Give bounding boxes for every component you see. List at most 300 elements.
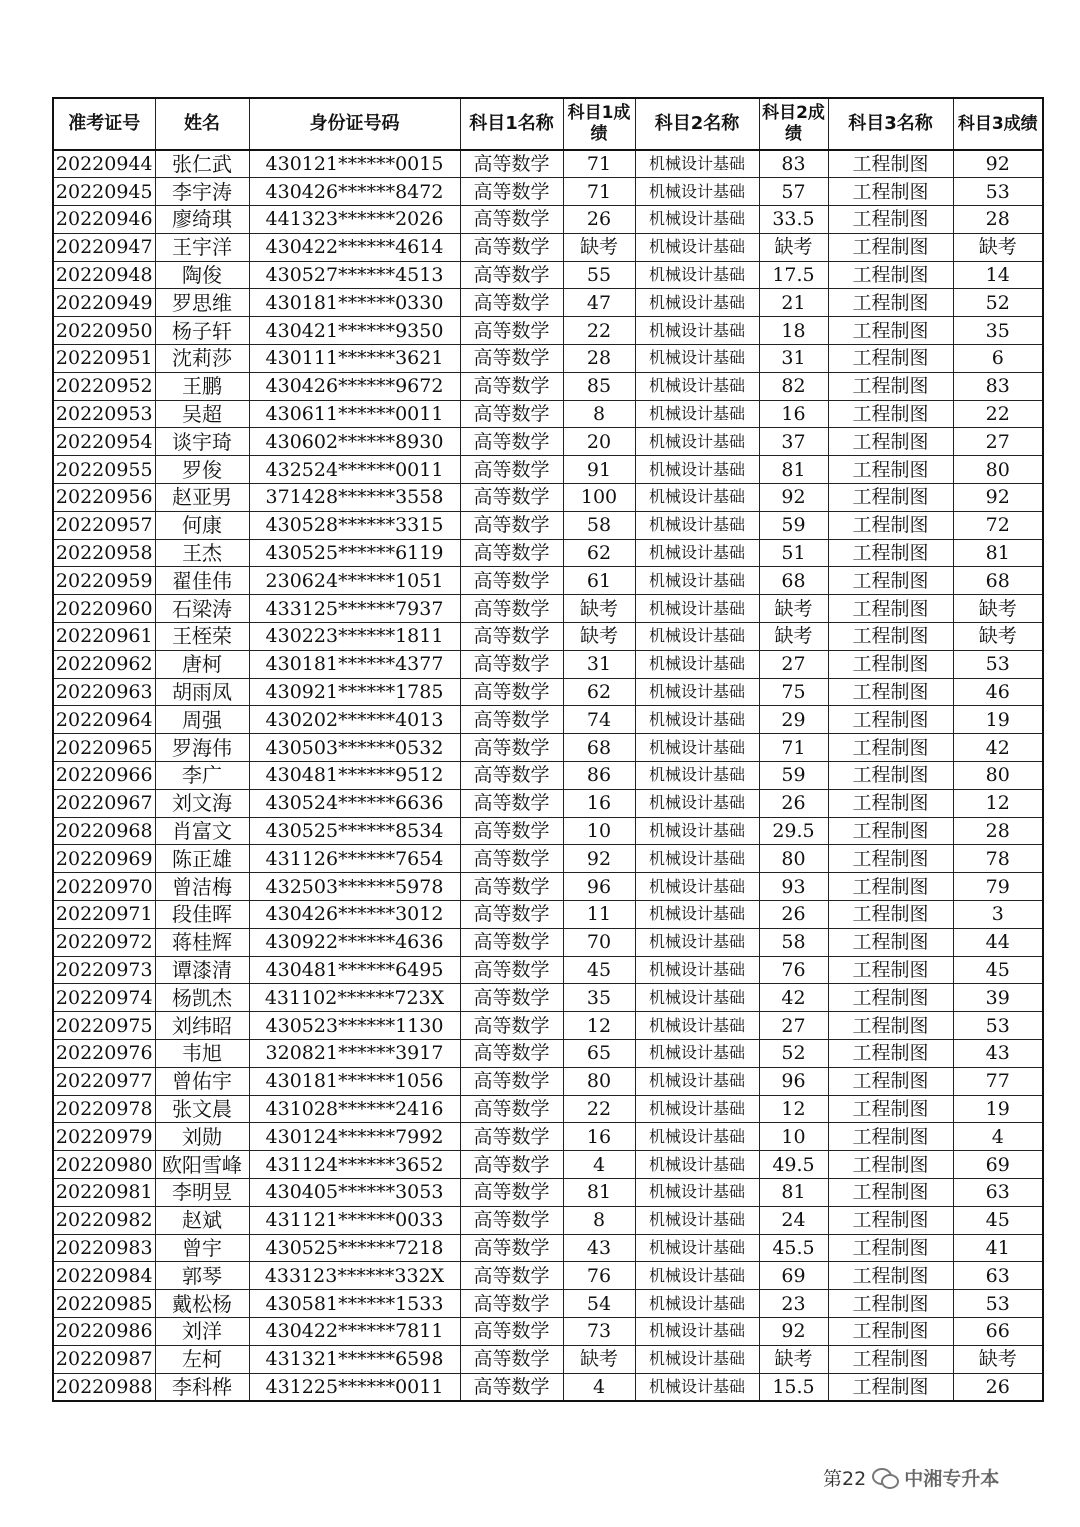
cell-exam-id: 20220964: [53, 706, 155, 734]
table-row: [53, 984, 1043, 1012]
cell-exam-id: 20220984: [53, 1262, 155, 1290]
cell-subject1-score: 缺考: [563, 1345, 635, 1373]
cell-subject1-score: 22: [563, 317, 635, 345]
cell-subject1-name: 高等数学: [460, 845, 563, 873]
cell-subject2-name: 机械设计基础: [635, 1206, 759, 1234]
table-row: [53, 1040, 1043, 1068]
cell-subject2-name: 机械设计基础: [635, 873, 759, 901]
table-row: [53, 233, 1043, 261]
cell-subject3-score: 69: [953, 1151, 1043, 1179]
cell-subject3-name: 工程制图: [828, 706, 953, 734]
table-row: [53, 261, 1043, 289]
cell-exam-id: 20220948: [53, 261, 155, 289]
cell-subject3-name: 工程制图: [828, 178, 953, 206]
cell-subject2-name: 机械设计基础: [635, 1040, 759, 1068]
cell-subject3-score: 19: [953, 706, 1043, 734]
cell-name: 王桎荣: [155, 623, 249, 651]
cell-exam-id: 20220957: [53, 511, 155, 539]
cell-subject1-score: 68: [563, 734, 635, 762]
cell-subject2-name: 机械设计基础: [635, 261, 759, 289]
cell-name: 李宇涛: [155, 178, 249, 206]
cell-subject2-score: 58: [759, 928, 828, 956]
table-row: [53, 873, 1043, 901]
cell-subject1-score: 缺考: [563, 233, 635, 261]
cell-subject1-score: 71: [563, 178, 635, 206]
cell-id-number: 433125******7937: [249, 595, 460, 623]
cell-subject1-name: 高等数学: [460, 1151, 563, 1179]
cell-subject1-name: 高等数学: [460, 150, 563, 178]
cell-subject1-score: 65: [563, 1040, 635, 1068]
cell-subject1-score: 70: [563, 928, 635, 956]
cell-name: 吴超: [155, 400, 249, 428]
cell-subject1-score: 35: [563, 984, 635, 1012]
cell-subject3-score: 46: [953, 678, 1043, 706]
cell-subject2-score: 82: [759, 372, 828, 400]
cell-name: 廖绮琪: [155, 206, 249, 234]
table-row: [53, 1290, 1043, 1318]
table-row: [53, 762, 1043, 790]
cell-subject2-score: 缺考: [759, 233, 828, 261]
cell-id-number: 430202******4013: [249, 706, 460, 734]
cell-subject3-name: 工程制图: [828, 1262, 953, 1290]
cell-subject3-name: 工程制图: [828, 1373, 953, 1401]
cell-subject2-score: 42: [759, 984, 828, 1012]
cell-subject1-name: 高等数学: [460, 178, 563, 206]
cell-exam-id: 20220949: [53, 289, 155, 317]
cell-subject3-name: 工程制图: [828, 539, 953, 567]
cell-id-number: 430111******3621: [249, 345, 460, 373]
cell-name: 刘勋: [155, 1123, 249, 1151]
table-row: [53, 206, 1043, 234]
cell-subject2-name: 机械设计基础: [635, 511, 759, 539]
cell-id-number: 430124******7992: [249, 1123, 460, 1151]
cell-exam-id: 20220966: [53, 762, 155, 790]
cell-subject1-score: 11: [563, 901, 635, 929]
cell-subject2-score: 93: [759, 873, 828, 901]
cell-subject3-score: 4: [953, 1123, 1043, 1151]
cell-subject2-name: 机械设计基础: [635, 1123, 759, 1151]
cell-subject2-score: 29.5: [759, 817, 828, 845]
cell-subject3-name: 工程制图: [828, 261, 953, 289]
cell-subject2-name: 机械设计基础: [635, 1234, 759, 1262]
cell-id-number: 430525******7218: [249, 1234, 460, 1262]
cell-subject3-name: 工程制图: [828, 1178, 953, 1206]
cell-subject2-score: 80: [759, 845, 828, 873]
cell-subject3-name: 工程制图: [828, 762, 953, 790]
table-body: [53, 150, 1043, 1401]
cell-subject2-score: 18: [759, 317, 828, 345]
cell-subject3-score: 79: [953, 873, 1043, 901]
table-row: [53, 289, 1043, 317]
cell-id-number: 430426******8472: [249, 178, 460, 206]
cell-subject3-score: 43: [953, 1040, 1043, 1068]
cell-exam-id: 20220962: [53, 650, 155, 678]
header-id-number: 身份证号码: [249, 98, 460, 150]
cell-exam-id: 20220977: [53, 1067, 155, 1095]
cell-name: 陶俊: [155, 261, 249, 289]
cell-exam-id: 20220969: [53, 845, 155, 873]
cell-subject1-score: 74: [563, 706, 635, 734]
cell-id-number: 431102******723X: [249, 984, 460, 1012]
cell-subject3-score: 83: [953, 372, 1043, 400]
cell-subject3-score: 缺考: [953, 1345, 1043, 1373]
cell-subject2-score: 31: [759, 345, 828, 373]
cell-exam-id: 20220953: [53, 400, 155, 428]
cell-name: 唐柯: [155, 650, 249, 678]
cell-subject1-score: 26: [563, 206, 635, 234]
cell-subject1-name: 高等数学: [460, 873, 563, 901]
cell-exam-id: 20220955: [53, 456, 155, 484]
cell-subject2-score: 15.5: [759, 1373, 828, 1401]
table-row: [53, 1373, 1043, 1401]
cell-name: 李广: [155, 762, 249, 790]
table-row: [53, 1095, 1043, 1123]
cell-subject1-name: 高等数学: [460, 928, 563, 956]
cell-subject2-name: 机械设计基础: [635, 1290, 759, 1318]
cell-subject3-name: 工程制图: [828, 317, 953, 345]
cell-name: 石梁涛: [155, 595, 249, 623]
cell-subject3-name: 工程制图: [828, 150, 953, 178]
cell-subject1-name: 高等数学: [460, 650, 563, 678]
cell-subject3-name: 工程制图: [828, 956, 953, 984]
cell-id-number: 431028******2416: [249, 1095, 460, 1123]
cell-exam-id: 20220947: [53, 233, 155, 261]
cell-subject3-name: 工程制图: [828, 289, 953, 317]
cell-subject3-score: 41: [953, 1234, 1043, 1262]
cell-subject1-score: 12: [563, 1012, 635, 1040]
cell-subject2-name: 机械设计基础: [635, 1345, 759, 1373]
cell-subject1-score: 71: [563, 150, 635, 178]
cell-subject2-score: 75: [759, 678, 828, 706]
cell-id-number: 430405******3053: [249, 1178, 460, 1206]
cell-subject2-name: 机械设计基础: [635, 706, 759, 734]
cell-id-number: 430421******9350: [249, 317, 460, 345]
cell-subject3-score: 44: [953, 928, 1043, 956]
cell-id-number: 431126******7654: [249, 845, 460, 873]
cell-subject2-name: 机械设计基础: [635, 178, 759, 206]
cell-subject2-name: 机械设计基础: [635, 1373, 759, 1401]
cell-subject3-score: 35: [953, 317, 1043, 345]
cell-name: 赵亚男: [155, 484, 249, 512]
cell-subject1-name: 高等数学: [460, 372, 563, 400]
table-row: [53, 1317, 1043, 1345]
cell-subject3-score: 45: [953, 1206, 1043, 1234]
cell-subject3-name: 工程制图: [828, 623, 953, 651]
cell-subject1-score: 4: [563, 1151, 635, 1179]
cell-id-number: 432503******5978: [249, 873, 460, 901]
cell-subject3-score: 92: [953, 484, 1043, 512]
cell-subject2-name: 机械设计基础: [635, 150, 759, 178]
table-row: [53, 1012, 1043, 1040]
cell-subject1-score: 31: [563, 650, 635, 678]
cell-id-number: 430602******8930: [249, 428, 460, 456]
cell-subject3-name: 工程制图: [828, 1151, 953, 1179]
cell-exam-id: 20220980: [53, 1151, 155, 1179]
cell-subject2-score: 33.5: [759, 206, 828, 234]
cell-id-number: 430523******1130: [249, 1012, 460, 1040]
cell-subject3-name: 工程制图: [828, 1345, 953, 1373]
cell-subject3-score: 52: [953, 289, 1043, 317]
cell-id-number: 371428******3558: [249, 484, 460, 512]
cell-exam-id: 20220952: [53, 372, 155, 400]
cell-name: 李科桦: [155, 1373, 249, 1401]
cell-subject1-name: 高等数学: [460, 1040, 563, 1068]
cell-subject1-score: 81: [563, 1178, 635, 1206]
cell-subject1-name: 高等数学: [460, 734, 563, 762]
cell-subject2-name: 机械设计基础: [635, 400, 759, 428]
cell-subject1-name: 高等数学: [460, 678, 563, 706]
cell-exam-id: 20220982: [53, 1206, 155, 1234]
cell-id-number: 431321******6598: [249, 1345, 460, 1373]
cell-subject1-name: 高等数学: [460, 1290, 563, 1318]
table-row: [53, 1262, 1043, 1290]
cell-subject2-score: 92: [759, 484, 828, 512]
cell-subject2-name: 机械设计基础: [635, 345, 759, 373]
cell-exam-id: 20220974: [53, 984, 155, 1012]
cell-subject3-name: 工程制图: [828, 233, 953, 261]
cell-subject2-score: 37: [759, 428, 828, 456]
header-exam-id: 准考证号: [53, 98, 155, 150]
table-row: [53, 1067, 1043, 1095]
cell-name: 肖富文: [155, 817, 249, 845]
cell-id-number: 320821******3917: [249, 1040, 460, 1068]
cell-subject1-name: 高等数学: [460, 261, 563, 289]
cell-subject1-name: 高等数学: [460, 289, 563, 317]
cell-subject1-name: 高等数学: [460, 901, 563, 929]
cell-subject2-name: 机械设计基础: [635, 928, 759, 956]
cell-subject2-score: 69: [759, 1262, 828, 1290]
cell-subject2-score: 12: [759, 1095, 828, 1123]
cell-subject3-score: 6: [953, 345, 1043, 373]
cell-name: 王宇洋: [155, 233, 249, 261]
cell-subject1-name: 高等数学: [460, 706, 563, 734]
cell-subject3-name: 工程制图: [828, 789, 953, 817]
cell-id-number: 430524******6636: [249, 789, 460, 817]
cell-subject3-name: 工程制图: [828, 1095, 953, 1123]
cell-subject1-score: 100: [563, 484, 635, 512]
cell-subject1-name: 高等数学: [460, 1123, 563, 1151]
cell-subject3-score: 81: [953, 539, 1043, 567]
cell-subject1-name: 高等数学: [460, 1234, 563, 1262]
cell-subject2-name: 机械设计基础: [635, 595, 759, 623]
cell-id-number: 430481******9512: [249, 762, 460, 790]
cell-id-number: 430422******4614: [249, 233, 460, 261]
cell-name: 韦旭: [155, 1040, 249, 1068]
table-row: [53, 623, 1043, 651]
cell-subject3-score: 22: [953, 400, 1043, 428]
cell-subject3-score: 63: [953, 1262, 1043, 1290]
cell-subject3-score: 14: [953, 261, 1043, 289]
cell-subject3-score: 28: [953, 206, 1043, 234]
cell-subject1-score: 61: [563, 567, 635, 595]
cell-name: 郭琴: [155, 1262, 249, 1290]
cell-subject2-name: 机械设计基础: [635, 372, 759, 400]
cell-exam-id: 20220958: [53, 539, 155, 567]
header-subject3-score: 科目3成绩: [953, 98, 1043, 150]
cell-exam-id: 20220967: [53, 789, 155, 817]
cell-subject2-score: 10: [759, 1123, 828, 1151]
cell-exam-id: 20220961: [53, 623, 155, 651]
cell-subject2-score: 24: [759, 1206, 828, 1234]
cell-subject3-score: 63: [953, 1178, 1043, 1206]
cell-subject2-score: 51: [759, 539, 828, 567]
cell-subject1-name: 高等数学: [460, 1178, 563, 1206]
cell-subject3-name: 工程制图: [828, 1317, 953, 1345]
cell-id-number: 430426******3012: [249, 901, 460, 929]
cell-subject2-name: 机械设计基础: [635, 539, 759, 567]
table-row: [53, 1206, 1043, 1234]
cell-subject3-name: 工程制图: [828, 1040, 953, 1068]
cell-subject2-name: 机械设计基础: [635, 317, 759, 345]
cell-exam-id: 20220981: [53, 1178, 155, 1206]
table-row: [53, 1234, 1043, 1262]
cell-subject2-score: 68: [759, 567, 828, 595]
cell-subject3-name: 工程制图: [828, 400, 953, 428]
table-row: [53, 845, 1043, 873]
cell-exam-id: 20220945: [53, 178, 155, 206]
header-name: 姓名: [155, 98, 249, 150]
cell-name: 刘文海: [155, 789, 249, 817]
cell-subject1-score: 85: [563, 372, 635, 400]
table-row: [53, 678, 1043, 706]
cell-subject1-score: 76: [563, 1262, 635, 1290]
cell-exam-id: 20220965: [53, 734, 155, 762]
cell-subject1-name: 高等数学: [460, 1095, 563, 1123]
cell-subject2-name: 机械设计基础: [635, 817, 759, 845]
cell-subject2-score: 81: [759, 456, 828, 484]
cell-exam-id: 20220951: [53, 345, 155, 373]
cell-subject1-name: 高等数学: [460, 511, 563, 539]
wechat-icon: [872, 1466, 898, 1488]
cell-subject1-score: 22: [563, 1095, 635, 1123]
cell-name: 段佳晖: [155, 901, 249, 929]
cell-subject2-score: 76: [759, 956, 828, 984]
table-row: [53, 511, 1043, 539]
cell-name: 蒋桂辉: [155, 928, 249, 956]
cell-name: 张文晨: [155, 1095, 249, 1123]
cell-subject1-score: 8: [563, 1206, 635, 1234]
table-row: [53, 928, 1043, 956]
cell-name: 赵斌: [155, 1206, 249, 1234]
cell-subject3-score: 12: [953, 789, 1043, 817]
cell-id-number: 430223******1811: [249, 623, 460, 651]
cell-subject2-score: 59: [759, 511, 828, 539]
cell-subject1-name: 高等数学: [460, 317, 563, 345]
cell-id-number: 430525******8534: [249, 817, 460, 845]
cell-subject1-name: 高等数学: [460, 595, 563, 623]
cell-name: 陈正雄: [155, 845, 249, 873]
cell-exam-id: 20220944: [53, 150, 155, 178]
cell-id-number: 430181******0330: [249, 289, 460, 317]
cell-id-number: 430527******4513: [249, 261, 460, 289]
cell-subject3-name: 工程制图: [828, 845, 953, 873]
cell-exam-id: 20220972: [53, 928, 155, 956]
cell-subject1-score: 缺考: [563, 623, 635, 651]
cell-subject3-score: 53: [953, 1012, 1043, 1040]
cell-subject2-name: 机械设计基础: [635, 623, 759, 651]
cell-subject2-score: 49.5: [759, 1151, 828, 1179]
table-row: [53, 817, 1043, 845]
cell-subject2-score: 23: [759, 1290, 828, 1318]
cell-subject1-score: 4: [563, 1373, 635, 1401]
cell-subject1-name: 高等数学: [460, 956, 563, 984]
cell-subject2-name: 机械设计基础: [635, 1067, 759, 1095]
cell-subject2-score: 缺考: [759, 1345, 828, 1373]
cell-subject2-name: 机械设计基础: [635, 650, 759, 678]
cell-subject3-score: 92: [953, 150, 1043, 178]
cell-subject2-score: 45.5: [759, 1234, 828, 1262]
cell-exam-id: 20220978: [53, 1095, 155, 1123]
cell-subject3-name: 工程制图: [828, 901, 953, 929]
cell-subject1-score: 62: [563, 539, 635, 567]
cell-subject1-name: 高等数学: [460, 539, 563, 567]
cell-name: 刘洋: [155, 1317, 249, 1345]
cell-subject1-name: 高等数学: [460, 762, 563, 790]
cell-id-number: 431225******0011: [249, 1373, 460, 1401]
cell-name: 罗思维: [155, 289, 249, 317]
cell-id-number: 430426******9672: [249, 372, 460, 400]
cell-subject2-score: 缺考: [759, 595, 828, 623]
cell-id-number: 430121******0015: [249, 150, 460, 178]
cell-subject3-score: 72: [953, 511, 1043, 539]
cell-subject3-score: 53: [953, 178, 1043, 206]
cell-subject2-score: 27: [759, 650, 828, 678]
cell-subject2-score: 92: [759, 1317, 828, 1345]
cell-id-number: 433123******332X: [249, 1262, 460, 1290]
cell-subject2-name: 机械设计基础: [635, 678, 759, 706]
cell-subject3-name: 工程制图: [828, 567, 953, 595]
cell-subject3-score: 80: [953, 456, 1043, 484]
cell-subject2-score: 26: [759, 901, 828, 929]
cell-subject2-name: 机械设计基础: [635, 1178, 759, 1206]
cell-subject3-score: 27: [953, 428, 1043, 456]
cell-subject2-score: 27: [759, 1012, 828, 1040]
table-row: [53, 734, 1043, 762]
cell-subject1-score: 91: [563, 456, 635, 484]
cell-exam-id: 20220979: [53, 1123, 155, 1151]
cell-id-number: 432524******0011: [249, 456, 460, 484]
cell-exam-id: 20220963: [53, 678, 155, 706]
cell-subject1-score: 8: [563, 400, 635, 428]
cell-exam-id: 20220968: [53, 817, 155, 845]
cell-exam-id: 20220985: [53, 1290, 155, 1318]
cell-subject3-name: 工程制图: [828, 873, 953, 901]
cell-id-number: 230624******1051: [249, 567, 460, 595]
page-footer: [823, 1462, 999, 1492]
cell-subject3-score: 78: [953, 845, 1043, 873]
cell-subject3-name: 工程制图: [828, 1012, 953, 1040]
cell-name: 曾佑宇: [155, 1067, 249, 1095]
cell-subject2-score: 81: [759, 1178, 828, 1206]
cell-exam-id: 20220973: [53, 956, 155, 984]
cell-subject1-name: 高等数学: [460, 817, 563, 845]
cell-subject2-name: 机械设计基础: [635, 484, 759, 512]
cell-subject3-score: 28: [953, 817, 1043, 845]
cell-subject3-name: 工程制图: [828, 595, 953, 623]
cell-subject2-name: 机械设计基础: [635, 762, 759, 790]
table-row: [53, 456, 1043, 484]
cell-subject3-name: 工程制图: [828, 734, 953, 762]
table-row: [53, 428, 1043, 456]
cell-subject1-name: 高等数学: [460, 233, 563, 261]
cell-subject1-score: 16: [563, 789, 635, 817]
cell-subject3-score: 3: [953, 901, 1043, 929]
cell-subject3-name: 工程制图: [828, 511, 953, 539]
cell-subject1-name: 高等数学: [460, 345, 563, 373]
cell-subject2-name: 机械设计基础: [635, 1262, 759, 1290]
header-row: [53, 98, 1043, 150]
cell-subject1-name: 高等数学: [460, 1012, 563, 1040]
